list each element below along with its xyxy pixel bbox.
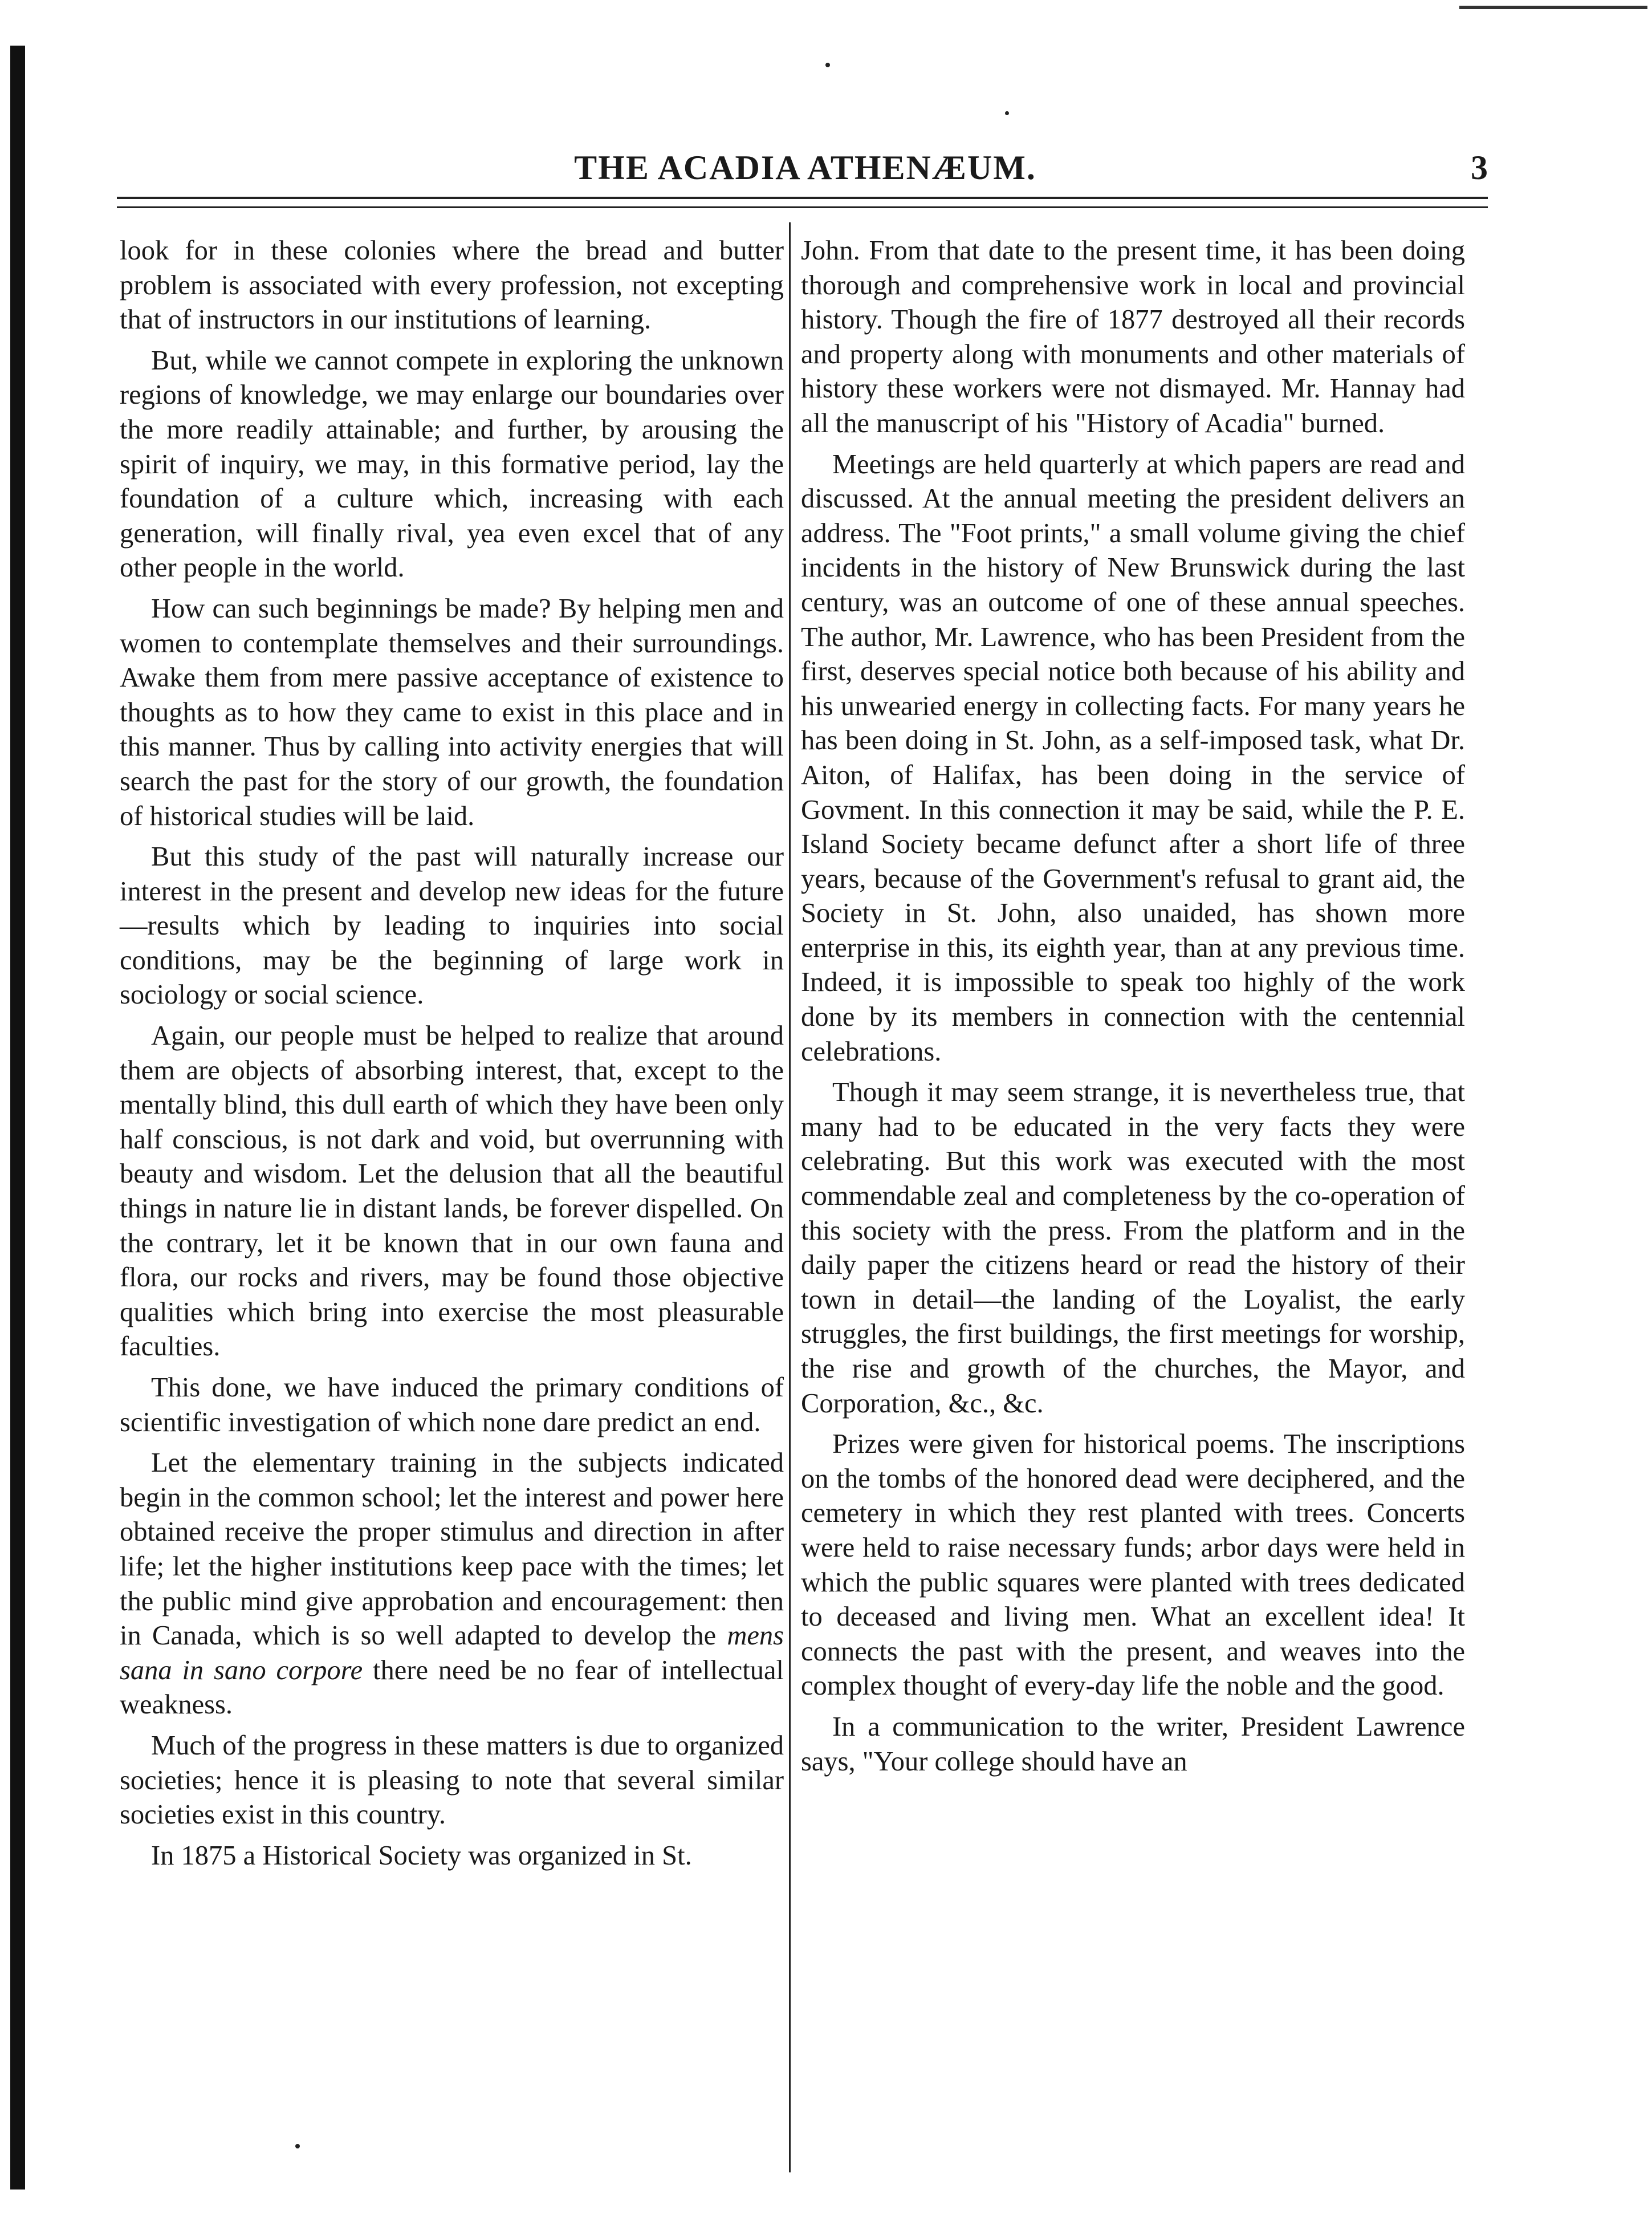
left-column — [120, 234, 784, 2184]
paragraph-text: there need be no fear of intellectual weakness. — [120, 1655, 784, 1720]
scan-edge-mark — [10, 46, 25, 2190]
right-column — [801, 234, 1465, 2184]
column-divider — [789, 222, 791, 2172]
paragraph: look for in these colonies where the bread and butter problem is associated with every profession, not excepting that of instructors in our institutions of learning. — [120, 235, 784, 335]
paragraph: Much of the progress in these matters is due to organized societies; hence it is pleasing to note that several similar societies exist in this country. — [120, 1730, 784, 1830]
paragraph: Again, our people must be helped to realize that around them are objects of absorbing interest, that, except to the mentally blind, this dull earth of which they have been only half conscious, is not dark and void, but overrunning with beauty and wisdom. Let the delusion that all the beautiful things in nature lie in distant lands, be forever dispelled. On the contrary, let it be known that in our own fauna and flora, our rocks and rivers, may be found those objective qualities which bring into exercise the most pleasurable faculties. — [120, 1021, 784, 1362]
paragraph-text: Let the elementary training in the subjects indicated begin in the common school; let the interest and power here obtained receive the proper stimulus and direction in after life; let the higher institutions keep pace with the times; let the public mind give approbation and encouragement: then in Canada, which is so well adapted to develop the — [120, 1448, 784, 1651]
ink-speck — [825, 63, 830, 67]
latin-phrase: mens sana in sano corpore — [120, 1620, 784, 1685]
paragraph: How can such beginnings be made? By helping men and women to contemplate themselves and their surroundings. Awake them from mere passive acceptance of existence to thoughts as to how they came to exist in this place and in this manner. Thus by calling into activity energies that will search the past for the story of our growth, the foundation of historical studies will be laid. — [120, 593, 784, 831]
paragraph-with-latin — [120, 1446, 784, 1729]
journal-title: THE ACADIA ATHENÆUM. — [574, 149, 1036, 186]
paragraph: John. From that date to the present time, it has been doing thorough and comprehensive work in local and provincial history. Though the fire of 1877 destroyed all their records and property along with monuments and other materials of history these workers were not dismayed. Mr. Hannay had all the manuscript of his "History of Acadia" burned. — [801, 235, 1465, 438]
paragraph: Prizes were given for historical poems. The inscriptions on the tombs of the honored dead were deciphered, and the cemetery in which they rest planted with trees. Concerts were held to raise necessary funds; arbor days were held in which the public squares were planted with trees dedicated to deceased and living men. What an excellent idea! It connects the past with the present, and weaves into the complex thought of every-day life the noble and the good. — [801, 1429, 1465, 1701]
top-rule-fragment — [1459, 6, 1647, 9]
page-number: 3 — [1471, 149, 1488, 186]
header-double-rule — [117, 197, 1488, 208]
paragraph: In 1875 a Historical Society was organized in St. — [151, 1840, 692, 1871]
paragraph: This done, we have induced the primary conditions of scientific investigation of which none dare predict an end. — [120, 1372, 784, 1437]
running-header — [123, 137, 1488, 205]
paragraph: In a communication to the writer, President Lawrence says, "Your college should have an — [801, 1711, 1465, 1777]
paragraph: Though it may seem strange, it is nevertheless true, that many had to be educated in the very facts they were celebrating. But this work was executed with the most commendable zeal and completeness by the co-operation of this society with the press. From the platform and in the daily paper the citizens heard or read the history of their town in detail—the landing of the Loyalist, the early struggles, the first buildings, the first meetings for worship, the rise and growth of the churches, the Mayor, and Corporation, &c., &c. — [801, 1077, 1465, 1419]
paragraph: But, while we cannot compete in exploring the unknown regions of knowledge, we may enlarge our boundaries over the more readily attainable; and further, by arousing the spirit of inquiry, we may, in this formative period, lay the foundation of a culture which, increasing with each generation, will finally rival, yea even excel that of any other people in the world. — [120, 345, 784, 583]
ink-speck — [1005, 111, 1009, 115]
paragraph: Meetings are held quarterly at which papers are read and discussed. At the annual meeting the president delivers an address. The "Foot prints," a small volume giving the chief incidents in the history of New Brunswick during the last century, was an outcome of one of these annual speeches. The author, Mr. Lawrence, who has been President from the first, deserves special notice both because of his ability and his unwearied energy in collecting facts. For many years he has been doing in St. John, as a self-imposed task, what Dr. Aiton, of Halifax, has been doing in the service of Govment. In this connection it may be said, while the P. E. Island Society became defunct after a short life of three years, because of the Government's refusal to grant aid, the Society in St. John, also unaided, has shown more enterprise in this, its eighth year, than at any previous time. Indeed, it is impossible to speak too highly of the work done by its members in connection with the centennial celebrations. — [801, 449, 1465, 1067]
paragraph: But this study of the past will naturally increase our interest in the present and develop new ideas for the future—results which by leading to inquiries into social conditions, may be the beginning of large work in sociology or social science. — [120, 842, 784, 1010]
